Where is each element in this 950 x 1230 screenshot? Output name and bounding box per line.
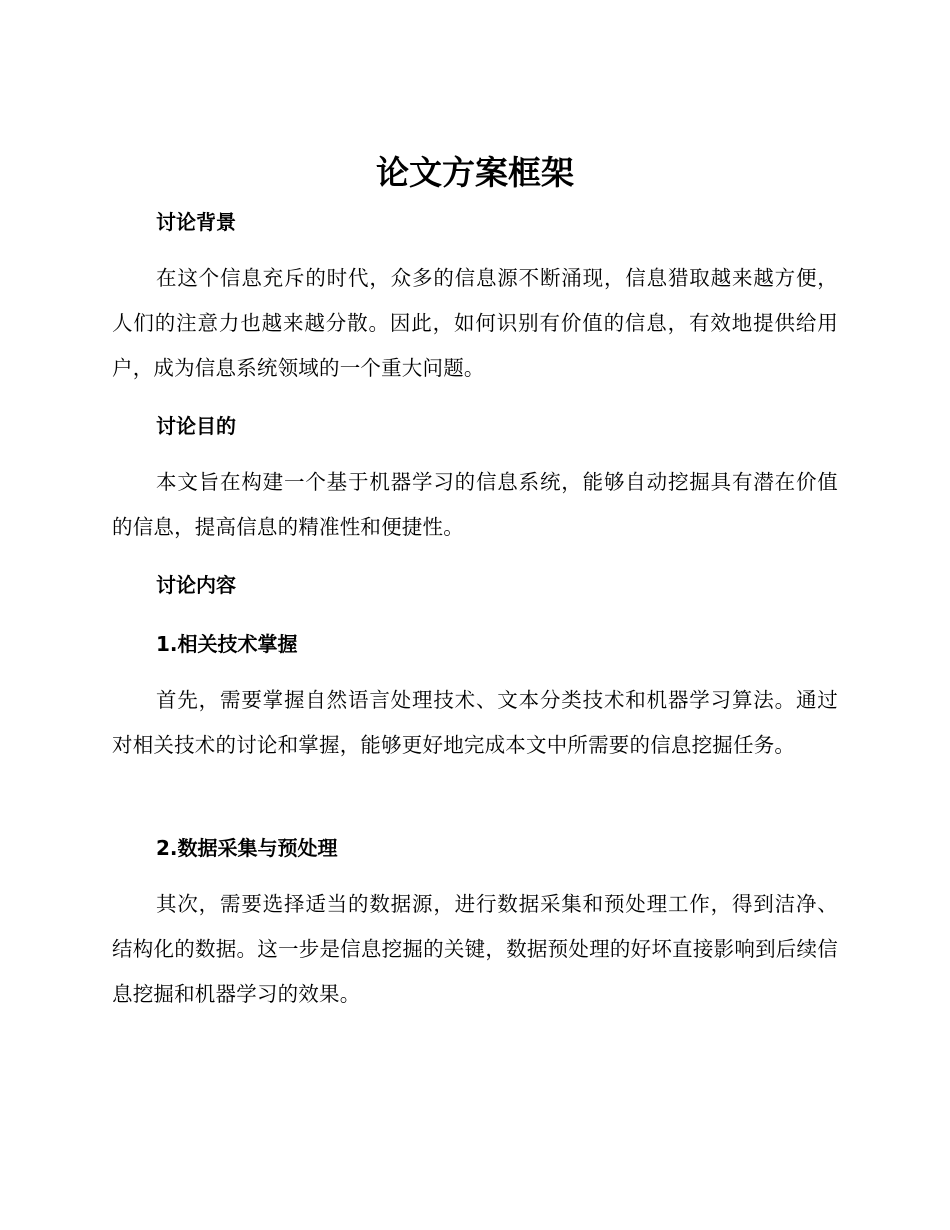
section-paragraph-purpose: 本文旨在构建一个基于机器学习的信息系统，能够自动挖掘具有潜在价值的信息，提高信息的精准性和便捷性。: [112, 470, 838, 539]
section-heading-background: 讨论背景: [156, 210, 236, 234]
section-paragraph-related-tech: 首先，需要掌握自然语言处理技术、文本分类技术和机器学习算法。通过对相关技术的讨论和掌握，能够更好地完成本文中所需要的信息挖掘任务。: [112, 688, 838, 757]
section-heading-content: 讨论内容: [156, 573, 236, 597]
section-heading-data-collection: 2.数据采集与预处理: [156, 836, 338, 860]
section-paragraph-data-collection: 其次，需要选择适当的数据源，进行数据采集和预处理工作，得到洁净、结构化的数据。这一步是信息挖掘的关键，数据预处理的好坏直接影响到后续信息挖掘和机器学习的效果。: [112, 892, 838, 1006]
document-title: 论文方案框架: [376, 153, 574, 192]
section-paragraph-background: 在这个信息充斥的时代，众多的信息源不断涌现，信息猎取越来越方便，人们的注意力也越来越分散。因此，如何识别有价值的信息，有效地提供给用户，成为信息系统领域的一个重大问题。: [112, 266, 838, 380]
section-heading-related-tech: 1.相关技术掌握: [156, 632, 298, 656]
section-heading-purpose: 讨论目的: [156, 414, 236, 438]
